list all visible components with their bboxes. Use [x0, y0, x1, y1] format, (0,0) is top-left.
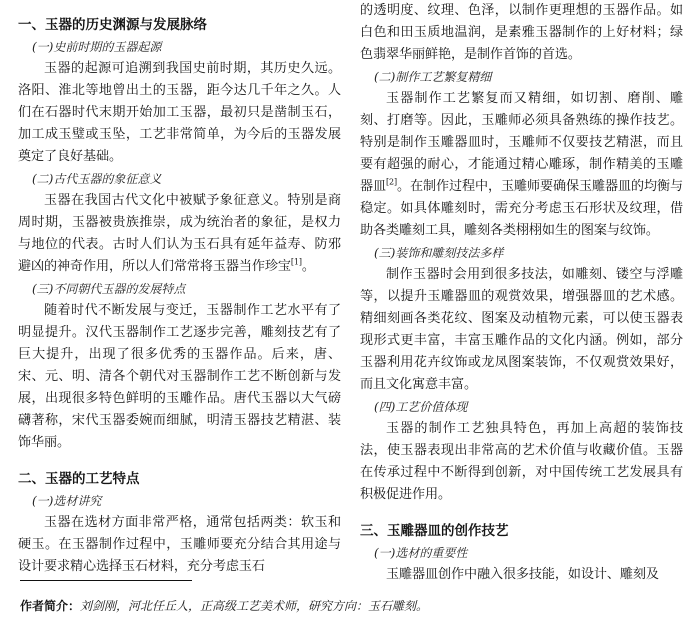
citation-ref: [2]	[386, 177, 398, 187]
body-paragraph-continued: 的透明度、纹理、色泽，以制作更理想的玉器作品。如白色和田玉质地温润，是素雅玉器制作的上好材料；绿色翡翠华丽鲜艳，是制作首饰的首选。	[360, 3, 683, 62]
body-paragraph: 玉器在选材方面非常严格，通常包括两类：软玉和硬玉。在玉器制作过程中，玉雕师要充分结合其用途与设计要求精心选择玉石材料，充分考虑玉石	[18, 515, 341, 574]
body-paragraph: 制作玉器时会用到很多技法，如雕刻、镂空与浮雕等，以提升玉雕器皿的观赏效果，增强器皿的艺术感。精细刻画各类花纹、图案及动植物元素，可以使玉器表现形式更丰富，丰富玉雕作品的文化内涵。例如，部分玉器利用花卉纹饰或龙凤图案装饰，不仅观赏效果好，而且文化寓意丰富。	[360, 267, 683, 392]
body-paragraph	[360, 88, 683, 242]
paragraph-text: 。在制作过程中，玉雕师要确保玉雕器皿的均衡与稳定。如具体雕刻时，需充分考虑玉石形状及纹理，借助各类雕刻工具，雕刻各类栩栩如生的图案与纹饰。	[360, 179, 683, 238]
subsection-heading: (三)装饰和雕刻技法多样	[374, 246, 504, 260]
subsection-heading: (一)史前时期的玉器起源	[32, 40, 162, 54]
body-paragraph: 玉雕器皿创作中融入很多技能，如设计、雕刻及	[386, 567, 659, 582]
footnote-text: 刘剑刚，河北任丘人，正高级工艺美术师，研究方向：玉石雕刻。	[80, 599, 429, 613]
body-paragraph: 玉器的起源可追溯到我国史前时期，其历史久远。洛阳、淮北等地曾出土的玉器，距今达几千年之久。人们在石器时代末期开始加工玉器，最初只是凿制玉石，加工成玉璧或玉坠，工艺非常简单，为今后的玉器发展奠定了良好基础。	[18, 61, 341, 164]
body-paragraph: 玉器的制作工艺独具特色，再加上高超的装饰技法，使玉器表现出非常高的艺术价值与收藏价值。玉器在传承过程中不断得到创新，对中国传统工艺发展具有积极促进作用。	[360, 421, 683, 502]
right-column	[360, 0, 683, 586]
paragraph-text: 玉器在我国古代文化中被赋予象征意义。特别是商周时期，玉器被贵族推崇，成为统治者的象征，是权力与地位的代表。古时人们认为玉石具有延年益寿、防邪避凶的神奇作用，所以人们常常将玉器当作珍宝	[18, 193, 341, 274]
section-1-heading: 一、玉器的历史渊源与发展脉络	[18, 17, 207, 33]
footnote-divider	[20, 580, 192, 581]
author-footnote	[20, 597, 680, 615]
left-column	[18, 0, 341, 578]
citation-ref: [1]	[290, 257, 302, 267]
paragraph-end: 。	[301, 259, 315, 274]
subsection-heading: (三)不同朝代玉器的发展特点	[32, 282, 186, 296]
section-3-heading: 三、玉雕器皿的创作技艺	[360, 523, 509, 539]
subsection-heading: (二)古代玉器的象征意义	[32, 172, 162, 186]
body-paragraph	[18, 190, 341, 278]
subsection-heading: (四)工艺价值体现	[374, 400, 468, 414]
subsection-heading: (二)制作工艺繁复精细	[374, 70, 492, 84]
paragraph-text: 玉器制作工艺繁复而又精细，如切割、磨削、雕刻、打磨等。因此，玉雕师必须具备熟练的操作技艺。特别是制作玉雕器皿时，玉雕师不仅要技艺精湛，而且要有超强的耐心，才能通过精心雕琢，制作精美的玉雕器皿	[360, 91, 683, 194]
section-2-heading: 二、玉器的工艺特点	[18, 471, 140, 487]
subsection-heading: (一)选材的重要性	[374, 546, 468, 560]
subsection-heading: (一)选材讲究	[32, 494, 102, 508]
footnote-label: 作者简介：	[20, 599, 81, 613]
body-paragraph: 随着时代不断发展与变迁，玉器制作工艺水平有了明显提升。汉代玉器制作工艺逐步完善，雕刻技艺有了巨大提升，出现了很多优秀的玉器作品。后来，唐、宋、元、明、清各个朝代对玉器制作工艺不断创新与发展，出现很多特色鲜明的玉雕作品。唐代玉器以大气磅礴著称，宋代玉器委婉而细腻，明清玉器技艺精湛、装饰华丽。	[18, 303, 341, 450]
